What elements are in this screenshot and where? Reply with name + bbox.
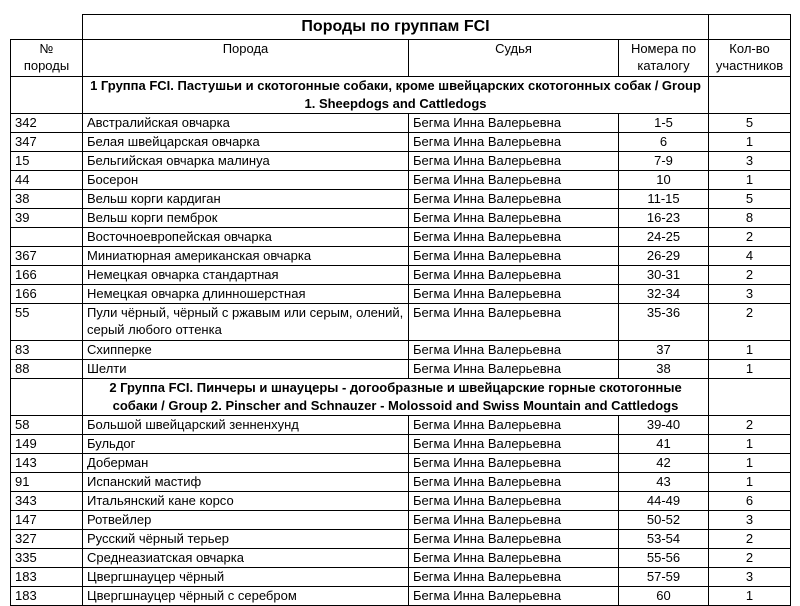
breed-name-cell: Миниатюрная американская овчарка [83, 247, 409, 266]
participant-count-cell: 2 [709, 266, 791, 285]
breed-name-cell: Бельгийская овчарка малинуа [83, 152, 409, 171]
breed-number-cell: 166 [11, 266, 83, 285]
breed-number-cell: 335 [11, 549, 83, 568]
judge-cell: Бегма Инна Валерьевна [409, 587, 619, 606]
catalog-numbers-cell: 32-34 [619, 285, 709, 304]
breed-number-cell: 55 [11, 304, 83, 341]
participant-count-cell: 1 [709, 473, 791, 492]
breed-number-cell: 183 [11, 587, 83, 606]
participant-count-cell: 5 [709, 190, 791, 209]
participant-count-cell: 3 [709, 285, 791, 304]
group-header-row [11, 379, 791, 416]
breed-name-cell: Ротвейлер [83, 511, 409, 530]
breed-name-cell: Шелти [83, 360, 409, 379]
breed-name-cell: Среднеазиатская овчарка [83, 549, 409, 568]
breed-name-cell: Доберман [83, 454, 409, 473]
breed-number-cell: 147 [11, 511, 83, 530]
catalog-numbers-cell: 44-49 [619, 492, 709, 511]
judge-cell: Бегма Инна Валерьевна [409, 133, 619, 152]
participant-count-cell: 1 [709, 171, 791, 190]
catalog-numbers-cell: 37 [619, 341, 709, 360]
breed-number-cell: 342 [11, 114, 83, 133]
breed-name-cell: Испанский мастиф [83, 473, 409, 492]
breed-name-cell: Итальянский кане корсо [83, 492, 409, 511]
table-row [11, 304, 791, 341]
judge-cell: Бегма Инна Валерьевна [409, 247, 619, 266]
breed-number-cell: 38 [11, 190, 83, 209]
judge-cell: Бегма Инна Валерьевна [409, 209, 619, 228]
catalog-numbers-cell: 50-52 [619, 511, 709, 530]
table-row [11, 133, 791, 152]
participant-count-cell: 1 [709, 587, 791, 606]
page-title: Породы по группам FCI [83, 15, 709, 40]
breed-number-cell: 343 [11, 492, 83, 511]
judge-cell: Бегма Инна Валерьевна [409, 360, 619, 379]
table-row [11, 473, 791, 492]
header-judge: Судья [409, 40, 619, 77]
participant-count-cell: 1 [709, 435, 791, 454]
breed-number-cell: 183 [11, 568, 83, 587]
catalog-numbers-cell: 7-9 [619, 152, 709, 171]
breed-name-cell: Русский чёрный терьер [83, 530, 409, 549]
breed-number-cell: 327 [11, 530, 83, 549]
table-row [11, 568, 791, 587]
judge-cell: Бегма Инна Валерьевна [409, 454, 619, 473]
catalog-numbers-cell: 57-59 [619, 568, 709, 587]
judge-cell: Бегма Инна Валерьевна [409, 530, 619, 549]
participant-count-cell: 6 [709, 492, 791, 511]
breed-name-cell: Вельш корги пемброк [83, 209, 409, 228]
breed-number-cell: 88 [11, 360, 83, 379]
breed-name-cell: Схипперке [83, 341, 409, 360]
breed-name-cell: Немецкая овчарка стандартная [83, 266, 409, 285]
catalog-numbers-cell: 42 [619, 454, 709, 473]
judge-cell: Бегма Инна Валерьевна [409, 568, 619, 587]
catalog-numbers-cell: 6 [619, 133, 709, 152]
breed-name-cell: Австралийская овчарка [83, 114, 409, 133]
table-row [11, 360, 791, 379]
judge-cell: Бегма Инна Валерьевна [409, 190, 619, 209]
catalog-numbers-cell: 11-15 [619, 190, 709, 209]
judge-cell: Бегма Инна Валерьевна [409, 285, 619, 304]
participant-count-cell: 8 [709, 209, 791, 228]
participant-count-cell: 2 [709, 304, 791, 341]
breed-number-cell: 44 [11, 171, 83, 190]
catalog-numbers-cell: 24-25 [619, 228, 709, 247]
table-row [11, 190, 791, 209]
table-row [11, 341, 791, 360]
title-row [11, 15, 791, 40]
judge-cell: Бегма Инна Валерьевна [409, 152, 619, 171]
catalog-numbers-cell: 35-36 [619, 304, 709, 341]
table-row [11, 530, 791, 549]
breed-name-cell: Белая швейцарская овчарка [83, 133, 409, 152]
participant-count-cell: 2 [709, 549, 791, 568]
judge-cell: Бегма Инна Валерьевна [409, 549, 619, 568]
participant-count-cell: 3 [709, 152, 791, 171]
header-row [11, 40, 791, 77]
table-row [11, 171, 791, 190]
table-row [11, 549, 791, 568]
breed-number-cell: 58 [11, 416, 83, 435]
breed-table-sheet [10, 14, 791, 606]
judge-cell: Бегма Инна Валерьевна [409, 171, 619, 190]
breed-number-cell: 39 [11, 209, 83, 228]
breed-number-cell: 83 [11, 341, 83, 360]
judge-cell: Бегма Инна Валерьевна [409, 473, 619, 492]
breed-number-cell: 143 [11, 454, 83, 473]
header-catalog-numbers: Номера по каталогу [619, 40, 709, 77]
participant-count-cell: 1 [709, 341, 791, 360]
breed-name-cell: Немецкая овчарка длинношерстная [83, 285, 409, 304]
table-row [11, 209, 791, 228]
table-row [11, 416, 791, 435]
participant-count-cell: 2 [709, 228, 791, 247]
table-row [11, 228, 791, 247]
participant-count-cell: 3 [709, 568, 791, 587]
catalog-numbers-cell: 60 [619, 587, 709, 606]
header-breed-number: № породы [11, 40, 83, 77]
breed-name-cell: Большой швейцарский зенненхунд [83, 416, 409, 435]
breed-number-cell: 91 [11, 473, 83, 492]
participant-count-cell: 1 [709, 454, 791, 473]
table-row [11, 114, 791, 133]
catalog-numbers-cell: 30-31 [619, 266, 709, 285]
judge-cell: Бегма Инна Валерьевна [409, 304, 619, 341]
judge-cell: Бегма Инна Валерьевна [409, 114, 619, 133]
table-row [11, 266, 791, 285]
table-row [11, 435, 791, 454]
breed-name-cell: Босерон [83, 171, 409, 190]
breed-name-cell: Бульдог [83, 435, 409, 454]
breed-name-cell: Цвергшнауцер чёрный [83, 568, 409, 587]
participant-count-cell: 4 [709, 247, 791, 266]
catalog-numbers-cell: 26-29 [619, 247, 709, 266]
judge-cell: Бегма Инна Валерьевна [409, 416, 619, 435]
catalog-numbers-cell: 16-23 [619, 209, 709, 228]
catalog-numbers-cell: 41 [619, 435, 709, 454]
judge-cell: Бегма Инна Валерьевна [409, 492, 619, 511]
breed-number-cell [11, 228, 83, 247]
breed-name-cell: Восточноевропейская овчарка [83, 228, 409, 247]
table-row [11, 247, 791, 266]
participant-count-cell: 1 [709, 360, 791, 379]
participant-count-cell: 5 [709, 114, 791, 133]
catalog-numbers-cell: 38 [619, 360, 709, 379]
participant-count-cell: 2 [709, 416, 791, 435]
breed-name-cell: Цвергшнауцер чёрный с серебром [83, 587, 409, 606]
judge-cell: Бегма Инна Валерьевна [409, 511, 619, 530]
participant-count-cell: 3 [709, 511, 791, 530]
table-row [11, 454, 791, 473]
table-row [11, 152, 791, 171]
table-row [11, 511, 791, 530]
table-row [11, 285, 791, 304]
group-title: 1 Группа FCI. Пастушьи и скотогонные собаки, кроме швейцарских скотогонных собак / Group 1. Sheepdogs and Cattledogs [83, 77, 709, 114]
breed-number-cell: 347 [11, 133, 83, 152]
participant-count-cell: 1 [709, 133, 791, 152]
breeds-table [10, 14, 791, 606]
catalog-numbers-cell: 39-40 [619, 416, 709, 435]
judge-cell: Бегма Инна Валерьевна [409, 266, 619, 285]
breed-number-cell: 367 [11, 247, 83, 266]
judge-cell: Бегма Инна Валерьевна [409, 435, 619, 454]
breed-name-cell: Вельш корги кардиган [83, 190, 409, 209]
judge-cell: Бегма Инна Валерьевна [409, 341, 619, 360]
header-participant-count: Кол-во участников [709, 40, 791, 77]
breed-number-cell: 15 [11, 152, 83, 171]
table-row [11, 492, 791, 511]
group-header-row [11, 77, 791, 114]
breed-number-cell: 166 [11, 285, 83, 304]
judge-cell: Бегма Инна Валерьевна [409, 228, 619, 247]
header-breed: Порода [83, 40, 409, 77]
catalog-numbers-cell: 10 [619, 171, 709, 190]
catalog-numbers-cell: 1-5 [619, 114, 709, 133]
participant-count-cell: 2 [709, 530, 791, 549]
table-row [11, 587, 791, 606]
catalog-numbers-cell: 55-56 [619, 549, 709, 568]
breed-number-cell: 149 [11, 435, 83, 454]
catalog-numbers-cell: 53-54 [619, 530, 709, 549]
breed-name-cell: Пули чёрный, чёрный с ржавым или серым, олений, серый любого оттенка [83, 304, 409, 341]
group-title: 2 Группа FCI. Пинчеры и шнауцеры - догообразные и швейцарские горные скотогонные собаки / Group 2. Pinscher and Schnauzer - Molossoid and Swiss Mountain and Cattledogs [83, 379, 709, 416]
catalog-numbers-cell: 43 [619, 473, 709, 492]
